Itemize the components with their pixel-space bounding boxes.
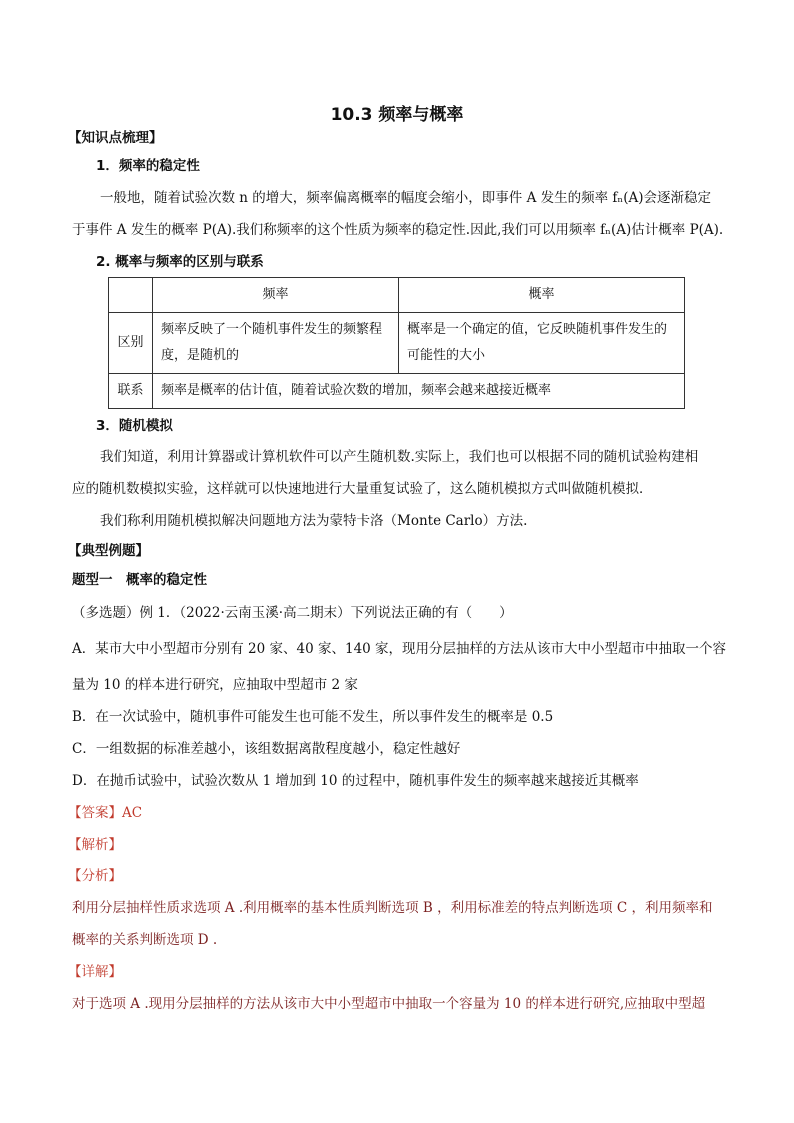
table-cell: 概率是一个确定的值，它反映随机事件发生的可能性的大小 bbox=[399, 313, 685, 374]
fenxi-line-2: 概率的关系判断选项 D . bbox=[72, 932, 218, 948]
k3-paragraph-line-3: 我们称利用随机模拟解决问题地方法为蒙特卡洛（Monte Carlo）方法. bbox=[100, 513, 528, 529]
table-header-probability: 概率 bbox=[399, 278, 685, 313]
section-knowledge-heading: 【知识点梳理】 bbox=[68, 130, 163, 146]
answer-value: AC bbox=[122, 805, 143, 821]
table-header-frequency: 频率 bbox=[153, 278, 399, 313]
question-type-heading: 题型一 概率的稳定性 bbox=[72, 572, 207, 588]
k1-heading: 1．频率的稳定性 bbox=[96, 158, 200, 174]
comparison-table bbox=[108, 277, 685, 409]
table-row bbox=[109, 313, 685, 374]
detail-label: 【详解】 bbox=[68, 964, 122, 980]
detail-line-1: 对于选项 A .现用分层抽样的方法从该市大中小型超市中抽取一个容量为 10 的样本进行研究,应抽取中型超 bbox=[72, 996, 706, 1012]
table-row-label-difference: 区别 bbox=[109, 313, 153, 374]
option-d: D．在抛币试验中，试验次数从 1 增加到 10 的过程中，随机事件发生的频率越来越接近其概率 bbox=[72, 773, 639, 789]
answer-label: 【答案】 bbox=[68, 805, 122, 821]
k2-heading: 2. 概率与频率的区别与联系 bbox=[96, 254, 264, 270]
k1-paragraph-line-2: 于事件 A 发生的概率 P(A).我们称频率的这个性质为频率的稳定性.因此,我们可以用频率 fₙ(A)估计概率 P(A). bbox=[72, 222, 724, 238]
k3-paragraph-line-2: 应的随机数模拟实验，这样就可以快速地进行大量重复试验了，这么随机模拟方式叫做随机模拟． bbox=[72, 481, 653, 497]
k1-paragraph-line-1: 一般地，随着试验次数 n 的增大，频率偏离概率的幅度会缩小，即事件 A 发生的频率 fₙ(A)会逐渐稳定 bbox=[100, 190, 712, 206]
table-header-row bbox=[109, 278, 685, 313]
table-row bbox=[109, 374, 685, 409]
option-b: B．在一次试验中，随机事件可能发生也可能不发生，所以事件发生的概率是 0.5 bbox=[72, 709, 554, 725]
table-header-blank bbox=[109, 278, 153, 313]
example-stem: （多选题）例 1．（2022·云南玉溪·高二期末）下列说法正确的有（ ） bbox=[72, 605, 513, 621]
analysis-label: 【解析】 bbox=[68, 837, 122, 853]
option-a-line-2: 量为 10 的样本进行研究，应抽取中型超市 2 家 bbox=[72, 677, 358, 693]
table-cell: 频率反映了一个随机事件发生的频繁程度，是随机的 bbox=[153, 313, 399, 374]
fenxi-line-1: 利用分层抽样性质求选项 A .利用概率的基本性质判断选项 B ，利用标准差的特点判断选项 C ，利用频率和 bbox=[72, 900, 713, 916]
option-c: C．一组数据的标准差越小，该组数据离散程度越小，稳定性越好 bbox=[72, 741, 461, 757]
table-cell: 频率是概率的估计值，随着试验次数的增加，频率会越来越接近概率 bbox=[153, 374, 685, 409]
section-examples-heading: 【典型例题】 bbox=[68, 543, 149, 559]
fenxi-label: 【分析】 bbox=[68, 868, 122, 884]
answer-row bbox=[68, 803, 142, 823]
table-row-label-relation: 联系 bbox=[109, 374, 153, 409]
option-a-line-1: A．某市大中小型超市分别有 20 家、40 家、140 家，现用分层抽样的方法从该市大中小型超市中抽取一个容 bbox=[72, 641, 727, 657]
k3-paragraph-line-1: 我们知道，利用计算器或计算机软件可以产生随机数.实际上，我们也可以根据不同的随机试验构建相 bbox=[100, 449, 699, 465]
k3-heading: 3．随机模拟 bbox=[96, 418, 173, 434]
page-title: 10.3 频率与概率 bbox=[330, 105, 464, 125]
